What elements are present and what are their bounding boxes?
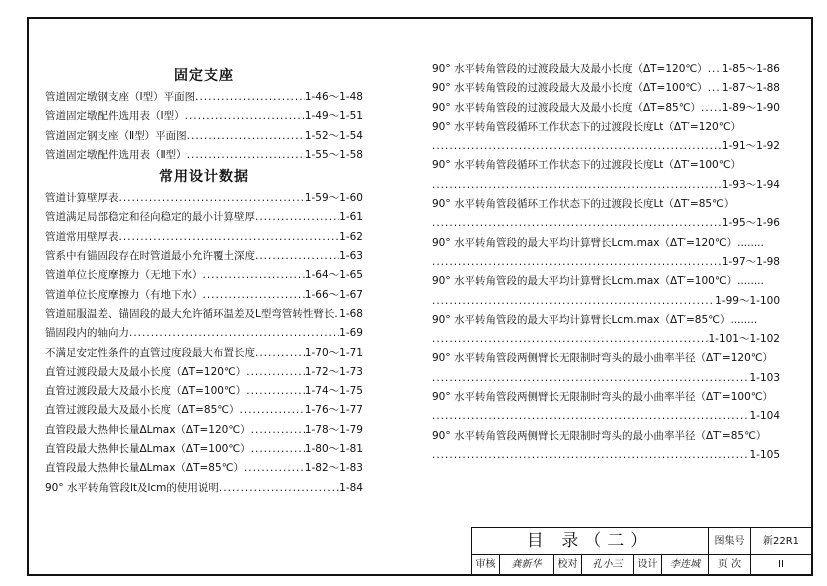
review-label: 审核 [472,555,500,574]
leader-dots [432,137,722,156]
leader-dots [251,421,305,440]
toc-entry-title: 管道固定墩钢支座（Ⅰ型）平面图 [45,91,196,103]
page-label: 页 次 [709,555,751,574]
leader-dots [432,446,749,465]
leader-dots [255,344,305,363]
reviewer-signature: 龚新华 [500,555,554,574]
toc-entry-title: 管道屈服温差、锚固段的最大允许循环温差及L型弯管转性臂长 [45,307,335,320]
toc-entry-title: 锚固段内的轴向力 [45,327,129,340]
section-title-fixed-support: 固定支座 [174,68,234,84]
toc-entry-title: 90° 水平转角管段两侧臂长无限制时弯头的最小曲率半径（ΔT′=120℃） [432,352,774,365]
leader-dots [432,292,715,311]
left-column [45,64,363,498]
toc-entry-title: 管道固定墩配件选用表（Ⅰ型） [45,110,185,123]
leader-dots [432,330,708,349]
leader-dots [195,88,305,107]
leader-dots [119,189,305,208]
toc-entry-title: 90° 水平转角管段循环工作状态下的过渡段长度Lt（ΔT′=85℃） [432,198,735,211]
toc-entry-page: 1-84 [339,481,363,494]
toc-entry-title: 直管段最大热伸长量ΔLmax（ΔT=85℃） [45,462,244,475]
toc-entry-page: 1-70～1-71 [304,346,363,359]
toc-entry-page: 1-72～1-73 [304,365,363,378]
toc-entry-title: 90° 水平转角管段的最大平均计算臂长Lcm.max（ΔT′=100℃）........ [432,275,764,288]
leader-dots [251,440,305,459]
leader-dots [255,208,339,227]
toc-entry-title: 管道固定钢支座（Ⅱ型）平面图 [45,129,187,142]
design-label: 设计 [634,555,662,574]
toc-entry-title: 90° 水平转角管段两侧臂长无限制时弯头的最小曲率半径（ΔT′=85℃） [432,429,767,442]
toc-entry [45,127,363,146]
toc-entry-title: 90° 水平转角管段lt及lcm的使用说明 [45,481,219,494]
toc-entry [432,427,780,446]
toc-entry [45,421,363,440]
toc-entry-title: 90° 水平转角管段的最大平均计算臂长Lcm.max（ΔT′=120℃）........ [432,236,764,249]
toc-entry [432,156,780,175]
toc-entry-page: 1-49～1-51 [304,110,363,123]
leader-dots [255,247,339,266]
toc-entry-page: 1-46～1-48 [304,91,363,103]
right-column [432,60,780,465]
toc-entry-page: 1-104 [749,410,780,423]
toc-entry-page: 1-55～1-58 [304,148,363,161]
leader-dots [701,99,722,118]
toc-entry-title: 管系中有锚固段存在时管道最小允许覆土深度 [45,250,255,263]
toc-entry-page: 1-103 [749,371,780,384]
toc-entry [45,208,363,227]
toc-entry [432,60,780,79]
leader-dots [119,228,340,247]
toc-entry [45,382,363,401]
toc-entry-page: 1-95～1-96 [721,217,780,230]
toc-entry-page: 1-97～1-98 [721,255,780,268]
toc-entry-continuation [432,446,780,465]
toc-entry-page: 1-62 [339,230,363,243]
toc-entry-page: 1-82～1-83 [304,462,363,475]
toc-entry-page: 1-78～1-79 [304,423,363,436]
toc-entry-continuation [432,292,780,311]
toc-entry-continuation [432,407,780,426]
toc-entry-page: 1-68 [339,307,363,320]
toc-entry [45,247,363,266]
toc-entry-title: 直管过渡段最大及最小长度（ΔT=100℃） [45,385,247,398]
toc-entry-page: 1-74～1-75 [304,385,363,398]
leader-dots [246,382,305,401]
toc-entry [45,107,363,126]
toc-entry-page: 1-76～1-77 [304,404,363,417]
toc-entry [45,266,363,285]
toc-entry [45,305,363,324]
toc-entry-title: 直管过渡段最大及最小长度（ΔT=120℃） [45,365,247,378]
toc-entry [45,479,363,498]
toc-entry-title: 管道固定墩配件选用表（Ⅱ型） [45,148,187,161]
leader-dots [240,401,305,420]
toc-entry-title: 直管段最大热伸长量ΔLmax（ΔT=120℃） [45,423,251,436]
toc-entry-page: 1-80～1-81 [304,443,363,456]
leader-dots [203,266,305,285]
leader-dots [246,363,305,382]
toc-entry [432,234,780,253]
toc-entry-continuation [432,369,780,388]
toc-entry [432,272,780,291]
title-block [471,527,813,576]
toc-entry-title: 90° 水平转角管段两侧臂长无限制时弯头的最小曲率半径（ΔT′=100℃） [432,391,774,404]
toc-entry [432,388,780,407]
checker-signature: 孔小三 [582,555,634,574]
leader-dots [432,407,749,426]
toc-entry-title: 90° 水平转角管段的过渡段最大及最小长度（ΔT=120℃） [432,63,708,75]
toc-entry-page: 1-85～1-86 [721,63,780,75]
toc-entry-title: 90° 水平转角管段的过渡段最大及最小长度（ΔT=100℃） [432,82,708,95]
toc-entry [45,88,363,107]
toc-entry [45,440,363,459]
toc-entry [432,99,780,118]
toc-entry-title: 直管段最大热伸长量ΔLmax（ΔT=100℃） [45,443,251,456]
toc-entry-continuation [432,214,780,233]
toc-entry-title: 90° 水平转角管段循环工作状态下的过渡段长度Lt（ΔT′=120℃） [432,120,742,133]
leader-dots [432,253,722,272]
toc-entry [432,79,780,98]
designer-signature: 李连城 [662,555,709,574]
toc-entry-page: 1-87～1-88 [721,82,780,95]
toc-entry [432,118,780,137]
toc-entry [45,363,363,382]
leader-dots [185,107,305,126]
catalog-title: 目 录（二） [472,528,709,555]
toc-entry-page: 1-61 [339,211,363,224]
leader-dots [187,146,305,165]
toc-entry [45,324,363,343]
leader-dots [708,79,722,98]
toc-entry-title: 管道单位长度摩擦力（有地下水） [45,288,203,301]
toc-entry-title: 90° 水平转角管段循环工作状态下的过渡段长度Lt（ΔT′=100℃） [432,159,742,172]
toc-entry-page: 1-59～1-60 [304,192,363,205]
toc-entry-title: 管道单位长度摩擦力（无地下水） [45,269,203,282]
toc-entry-title: 管道满足局部稳定和径向稳定的最小计算壁厚 [45,211,255,224]
toc-entry-page: 1-89～1-90 [721,101,780,114]
section-title-design-data: 常用设计数据 [159,169,249,186]
leader-dots [203,286,305,305]
toc-entry-title: 90° 水平转角管段的最大平均计算臂长Lcm.max（ΔT′=85℃）........ [432,313,758,326]
leader-dots [129,324,339,343]
toc-entry [432,349,780,368]
toc-entry [45,146,363,165]
toc-entry-page: 1-99～1-100 [715,294,780,307]
toc-entry-page: 1-52～1-54 [304,129,363,142]
page-number: II [778,559,784,570]
leader-dots [244,459,305,478]
toc-entry-title: 90° 水平转角管段的过渡段最大及最小长度（ΔT=85℃） [432,101,701,114]
toc-entry-page: 1-105 [749,448,780,461]
leader-dots [432,214,722,233]
atlas-number-label: 图集号 [709,528,751,555]
toc-entry-page: 1-64～1-65 [304,269,363,282]
toc-entry-continuation [432,137,780,156]
toc-entry-continuation [432,176,780,195]
leader-dots [219,479,339,498]
toc-entry-title: 直管过渡段最大及最小长度（ΔT=85℃） [45,404,240,417]
toc-entry [45,401,363,420]
toc-entry [45,228,363,247]
toc-entry-page: 1-101～1-102 [708,333,780,346]
toc-entry-title: 管道常用壁厚表 [45,230,119,243]
toc-entry-page: 1-69 [339,327,363,340]
leader-dots [432,176,722,195]
toc-entry-page: 1-63 [339,250,363,263]
toc-entry [432,311,780,330]
check-label: 校对 [554,555,582,574]
leader-dots [187,127,305,146]
toc-entry-page: 1-93～1-94 [721,178,780,191]
toc-entry [432,195,780,214]
toc-entry-title: 不满足安定性条件的直管过度段最大布置长度 [45,346,255,359]
leader-dots [708,60,722,79]
toc-entry [45,344,363,363]
toc-entry-continuation [432,330,780,349]
toc-entry [45,459,363,478]
toc-entry [45,189,363,208]
leader-dots [432,369,749,388]
toc-entry [45,286,363,305]
toc-entry-continuation [432,253,780,272]
toc-entry-page: 1-66～1-67 [304,288,363,301]
atlas-number: 新22R1 [751,528,811,555]
toc-entry-page: 1-91～1-92 [721,140,780,153]
toc-entry-title: 管道计算壁厚表 [45,192,119,205]
